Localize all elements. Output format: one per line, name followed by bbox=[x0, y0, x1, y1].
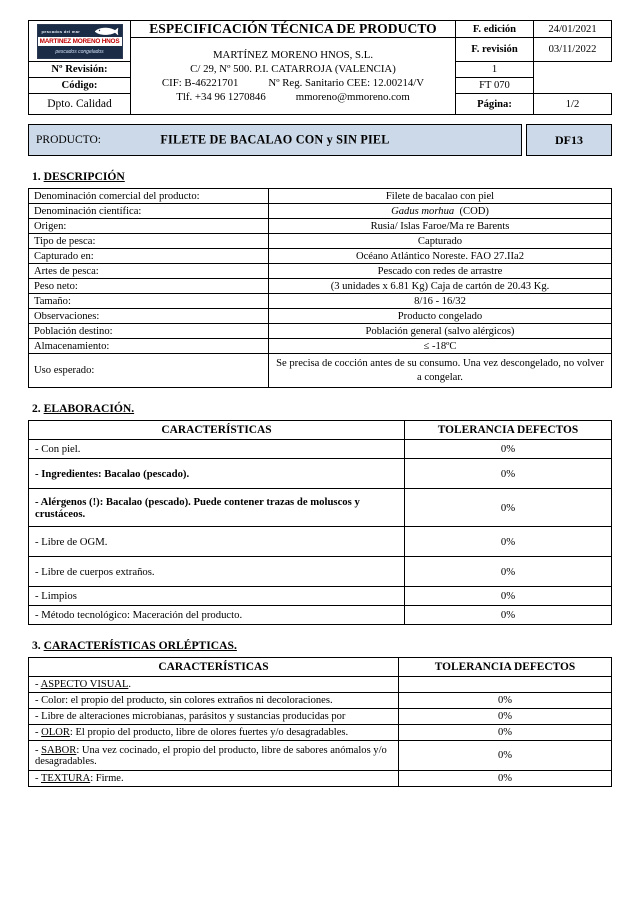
table-row bbox=[29, 557, 612, 587]
table-row bbox=[29, 709, 612, 725]
desc-key-7: Tamaño: bbox=[29, 294, 269, 309]
section-1-number: 1. bbox=[32, 170, 41, 183]
header-row-1 bbox=[29, 21, 612, 38]
org-tol-2: 0% bbox=[399, 709, 612, 725]
desc-key-10: Almacenamiento: bbox=[29, 339, 269, 354]
desc-key-11: Uso esperado: bbox=[29, 354, 269, 388]
meta-label-f-edicion: F. edición bbox=[456, 21, 534, 38]
desc-value-3: Capturado bbox=[269, 234, 612, 249]
table-row bbox=[29, 189, 612, 204]
elab-text-0: - Con piel. bbox=[29, 440, 405, 459]
table-row bbox=[29, 741, 612, 771]
elab-text-1: - Ingredientes: Bacalao (pescado). bbox=[29, 459, 405, 489]
desc-key-8: Observaciones: bbox=[29, 309, 269, 324]
desc-value-8: Producto congelado bbox=[269, 309, 612, 324]
table-row bbox=[29, 234, 612, 249]
document-header-table bbox=[28, 20, 612, 115]
desc-key-5: Artes de pesca: bbox=[29, 264, 269, 279]
table-row bbox=[29, 219, 612, 234]
logo-top-text: pescados del mar bbox=[41, 29, 81, 34]
table-row bbox=[29, 279, 612, 294]
org-tol-5: 0% bbox=[399, 771, 612, 787]
company-phone: Tlf. +34 96 1270846 bbox=[176, 91, 266, 104]
department-label: Dpto. Calidad bbox=[29, 94, 131, 115]
desc-value-5: Pescado con redes de arrastre bbox=[269, 264, 612, 279]
org-text-1: - Color: el propio del producto, sin colores extraños ni decoloraciones. bbox=[29, 693, 399, 709]
elab-col-header-right: TOLERANCIA DEFECTOS bbox=[405, 421, 612, 440]
desc-value-10: ≤ -18ºC bbox=[269, 339, 612, 354]
elaboration-table bbox=[28, 420, 612, 625]
company-email[interactable]: mmoreno@mmoreno.com bbox=[295, 91, 410, 104]
org-label-olor: OLOR bbox=[41, 727, 70, 738]
company-name: MARTÍNEZ MORENO HNOS, S.L. bbox=[212, 48, 374, 61]
meta-value-pagina: 1/2 bbox=[534, 94, 612, 115]
table-row bbox=[29, 264, 612, 279]
org-text-5: - TEXTURA: Firme. bbox=[29, 771, 399, 787]
desc-value-2: Rusia/ Islas Faroe/Ma re Barents bbox=[269, 219, 612, 234]
logo-top-band bbox=[38, 25, 122, 37]
section-2-title: ELABORACIÓN. bbox=[43, 402, 135, 415]
elab-tol-0: 0% bbox=[405, 440, 612, 459]
fish-icon bbox=[93, 26, 119, 36]
table-row bbox=[29, 309, 612, 324]
elab-tol-3: 0% bbox=[405, 527, 612, 557]
org-label-aspecto-visual: ASPECTO VISUAL bbox=[40, 679, 129, 690]
table-row bbox=[29, 324, 612, 339]
org-tol-0 bbox=[399, 677, 612, 693]
company-logo-cell bbox=[29, 21, 131, 62]
meta-label-n-revision: Nº Revisión: bbox=[29, 62, 131, 78]
meta-label-pagina: Página: bbox=[456, 94, 534, 115]
desc-value-1: Gadus morhua (COD) bbox=[269, 204, 612, 219]
table-header-row bbox=[29, 421, 612, 440]
elab-tol-6: 0% bbox=[405, 606, 612, 625]
desc-value-4: Océano Atlántico Noreste. FAO 27.IIa2 bbox=[269, 249, 612, 264]
organoleptic-table bbox=[28, 657, 612, 787]
logo-bottom-text: pescados congelados bbox=[55, 48, 104, 55]
table-row bbox=[29, 771, 612, 787]
elab-col-header-left: CARACTERÍSTICAS bbox=[29, 421, 405, 440]
org-label-sabor: SABOR bbox=[41, 744, 77, 756]
table-row bbox=[29, 587, 612, 606]
desc-key-3: Tipo de pesca: bbox=[29, 234, 269, 249]
logo-brand-text: MARTINEZ MORENO HNOS bbox=[38, 37, 122, 46]
org-tol-3: 0% bbox=[399, 725, 612, 741]
table-row bbox=[29, 294, 612, 309]
org-text-4: - SABOR: Una vez cocinado, el propio del producto, libre de sabores anómalos y/o desagradables. bbox=[29, 741, 399, 771]
company-sanitary-reg: Nº Reg. Sanitario CEE: 12.00214/V bbox=[268, 77, 425, 89]
elab-text-3: - Libre de OGM. bbox=[29, 527, 405, 557]
product-code: DF13 bbox=[526, 124, 612, 156]
table-row bbox=[29, 354, 612, 388]
section-3-number: 3. bbox=[32, 639, 41, 652]
table-row bbox=[29, 440, 612, 459]
table-row bbox=[29, 725, 612, 741]
table-row bbox=[29, 249, 612, 264]
table-row bbox=[29, 459, 612, 489]
org-text-2: - Libre de alteraciones microbianas, parásitos y sustancias producidas por bbox=[29, 709, 399, 725]
product-name-box bbox=[28, 124, 522, 156]
section-2-number: 2. bbox=[32, 402, 41, 415]
elab-text-4: - Libre de cuerpos extraños. bbox=[29, 557, 405, 587]
company-info-cell bbox=[131, 38, 456, 115]
elab-tol-1: 0% bbox=[405, 459, 612, 489]
elab-tol-4: 0% bbox=[405, 557, 612, 587]
org-tol-4: 0% bbox=[399, 741, 612, 771]
table-row bbox=[29, 489, 612, 527]
org-col-header-right: TOLERANCIA DEFECTOS bbox=[399, 658, 612, 677]
section-1-title: DESCRIPCIÓN bbox=[43, 170, 125, 183]
company-cif: CIF: B-46221701 bbox=[161, 77, 239, 89]
org-tol-1: 0% bbox=[399, 693, 612, 709]
company-logo bbox=[37, 24, 123, 59]
desc-value-6: (3 unidades x 6.81 Kg) Caja de cartón de 20.43 Kg. bbox=[269, 279, 612, 294]
document-title: ESPECIFICACIÓN TÉCNICA DE PRODUCTO bbox=[131, 21, 456, 38]
product-label: PRODUCTO: bbox=[36, 134, 101, 146]
meta-label-f-revision: F. revisión bbox=[456, 38, 534, 62]
desc-value-7: 8/16 - 16/32 bbox=[269, 294, 612, 309]
section-3-title: CARACTERÍSTICAS ORLÉPTICAS. bbox=[43, 639, 237, 652]
logo-bottom-band bbox=[38, 46, 122, 58]
scientific-name: Gadus morhua bbox=[391, 205, 455, 217]
desc-value-0: Filete de bacalao con piel bbox=[269, 189, 612, 204]
company-address: C/ 29, Nº 500. P.I. CATARROJA (VALENCIA) bbox=[190, 62, 396, 75]
desc-key-2: Origen: bbox=[29, 219, 269, 234]
desc-key-0: Denominación comercial del producto: bbox=[29, 189, 269, 204]
section-3-heading bbox=[32, 639, 612, 652]
table-row bbox=[29, 527, 612, 557]
meta-value-n-revision: 1 bbox=[456, 62, 534, 78]
meta-value-codigo: FT 070 bbox=[456, 78, 534, 94]
table-row bbox=[29, 693, 612, 709]
desc-key-9: Población destino: bbox=[29, 324, 269, 339]
org-text-3: - OLOR: El propio del producto, libre de olores fuertes y/o desagradables. bbox=[29, 725, 399, 741]
meta-value-f-edicion: 24/01/2021 bbox=[534, 21, 612, 38]
product-bar bbox=[28, 124, 612, 156]
description-table bbox=[28, 188, 612, 388]
section-2-heading bbox=[32, 402, 612, 415]
elab-text-2: - Alérgenos (!): Bacalao (pescado). Puede contener trazas de moluscos y crustáceos. bbox=[29, 489, 405, 527]
product-name: FILETE DE BACALAO CON y SIN PIEL bbox=[160, 132, 390, 147]
org-label-textura: TEXTURA bbox=[40, 773, 91, 784]
desc-key-1: Denominación científica: bbox=[29, 204, 269, 219]
org-text-0: - ASPECTO VISUAL. bbox=[29, 677, 399, 693]
elab-text-5: - Limpios bbox=[29, 587, 405, 606]
table-row bbox=[29, 204, 612, 219]
desc-value-9: Población general (salvo alérgicos) bbox=[269, 324, 612, 339]
elab-tol-2: 0% bbox=[405, 489, 612, 527]
org-col-header-left: CARACTERÍSTICAS bbox=[29, 658, 399, 677]
desc-key-6: Peso neto: bbox=[29, 279, 269, 294]
table-row bbox=[29, 606, 612, 625]
table-row bbox=[29, 339, 612, 354]
desc-key-4: Capturado en: bbox=[29, 249, 269, 264]
table-row bbox=[29, 677, 612, 693]
elab-text-6: - Método tecnológico: Maceración del producto. bbox=[29, 606, 405, 625]
section-1-heading bbox=[32, 170, 612, 183]
meta-label-codigo: Código: bbox=[29, 78, 131, 94]
meta-value-f-revision: 03/11/2022 bbox=[534, 38, 612, 62]
desc-value-11: Se precisa de cocción antes de su consumo. Una vez descongelado, no volver a congelar. bbox=[269, 354, 612, 388]
table-header-row bbox=[29, 658, 612, 677]
elab-tol-5: 0% bbox=[405, 587, 612, 606]
